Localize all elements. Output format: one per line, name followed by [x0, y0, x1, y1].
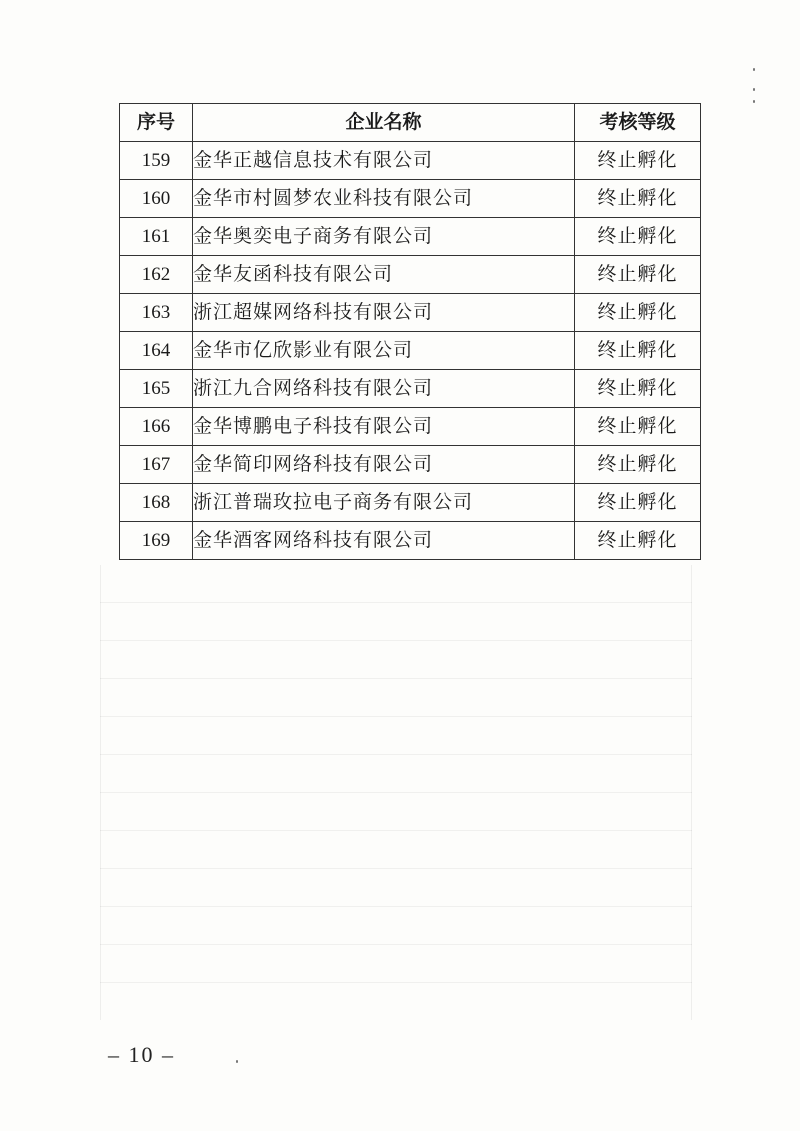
page-number: – 10 –: [108, 1042, 175, 1067]
table-row: [120, 446, 701, 484]
header-grade: 考核等级: [575, 104, 701, 142]
row-grade: 终止孵化: [575, 522, 701, 560]
row-index: 169: [120, 522, 193, 560]
row-index: 164: [120, 332, 193, 370]
scan-speck: [753, 68, 755, 71]
table-row: [120, 332, 701, 370]
header-name: 企业名称: [193, 104, 575, 142]
row-enterprise-name: 金华博鹏电子科技有限公司: [193, 408, 575, 446]
scan-speck: [753, 88, 755, 91]
row-grade: 终止孵化: [575, 218, 701, 256]
row-index: 165: [120, 370, 193, 408]
row-enterprise-name: 浙江九合网络科技有限公司: [193, 370, 575, 408]
row-index: 163: [120, 294, 193, 332]
row-enterprise-name: 金华正越信息技术有限公司: [193, 142, 575, 180]
header-index: 序号: [120, 104, 193, 142]
row-index: 162: [120, 256, 193, 294]
row-grade: 终止孵化: [575, 408, 701, 446]
scan-speck: [753, 100, 755, 103]
table-row: [120, 522, 701, 560]
row-index: 166: [120, 408, 193, 446]
row-enterprise-name: 金华友函科技有限公司: [193, 256, 575, 294]
row-grade: 终止孵化: [575, 180, 701, 218]
enterprise-table-container: [119, 103, 700, 560]
row-index: 159: [120, 142, 193, 180]
row-enterprise-name: 金华酒客网络科技有限公司: [193, 522, 575, 560]
row-enterprise-name: 金华市亿欣影业有限公司: [193, 332, 575, 370]
row-enterprise-name: 金华简印网络科技有限公司: [193, 446, 575, 484]
row-enterprise-name: 浙江超媒网络科技有限公司: [193, 294, 575, 332]
row-index: 167: [120, 446, 193, 484]
row-enterprise-name: 金华奥奕电子商务有限公司: [193, 218, 575, 256]
row-grade: 终止孵化: [575, 256, 701, 294]
row-enterprise-name: 金华市村圆梦农业科技有限公司: [193, 180, 575, 218]
row-grade: 终止孵化: [575, 370, 701, 408]
row-grade: 终止孵化: [575, 332, 701, 370]
table-row: [120, 256, 701, 294]
row-grade: 终止孵化: [575, 446, 701, 484]
row-enterprise-name: 浙江普瑞玫拉电子商务有限公司: [193, 484, 575, 522]
table-row: [120, 218, 701, 256]
table-row: [120, 142, 701, 180]
row-grade: 终止孵化: [575, 294, 701, 332]
table-row: [120, 408, 701, 446]
bleed-through-shadow: [100, 565, 692, 1020]
enterprise-assessment-table: [119, 103, 701, 560]
row-index: 168: [120, 484, 193, 522]
scan-speck: [236, 1060, 238, 1063]
table-row: [120, 484, 701, 522]
table-row: [120, 180, 701, 218]
table-header-row: [120, 104, 701, 142]
row-index: 160: [120, 180, 193, 218]
row-grade: 终止孵化: [575, 484, 701, 522]
table-row: [120, 294, 701, 332]
row-index: 161: [120, 218, 193, 256]
table-row: [120, 370, 701, 408]
row-grade: 终止孵化: [575, 142, 701, 180]
